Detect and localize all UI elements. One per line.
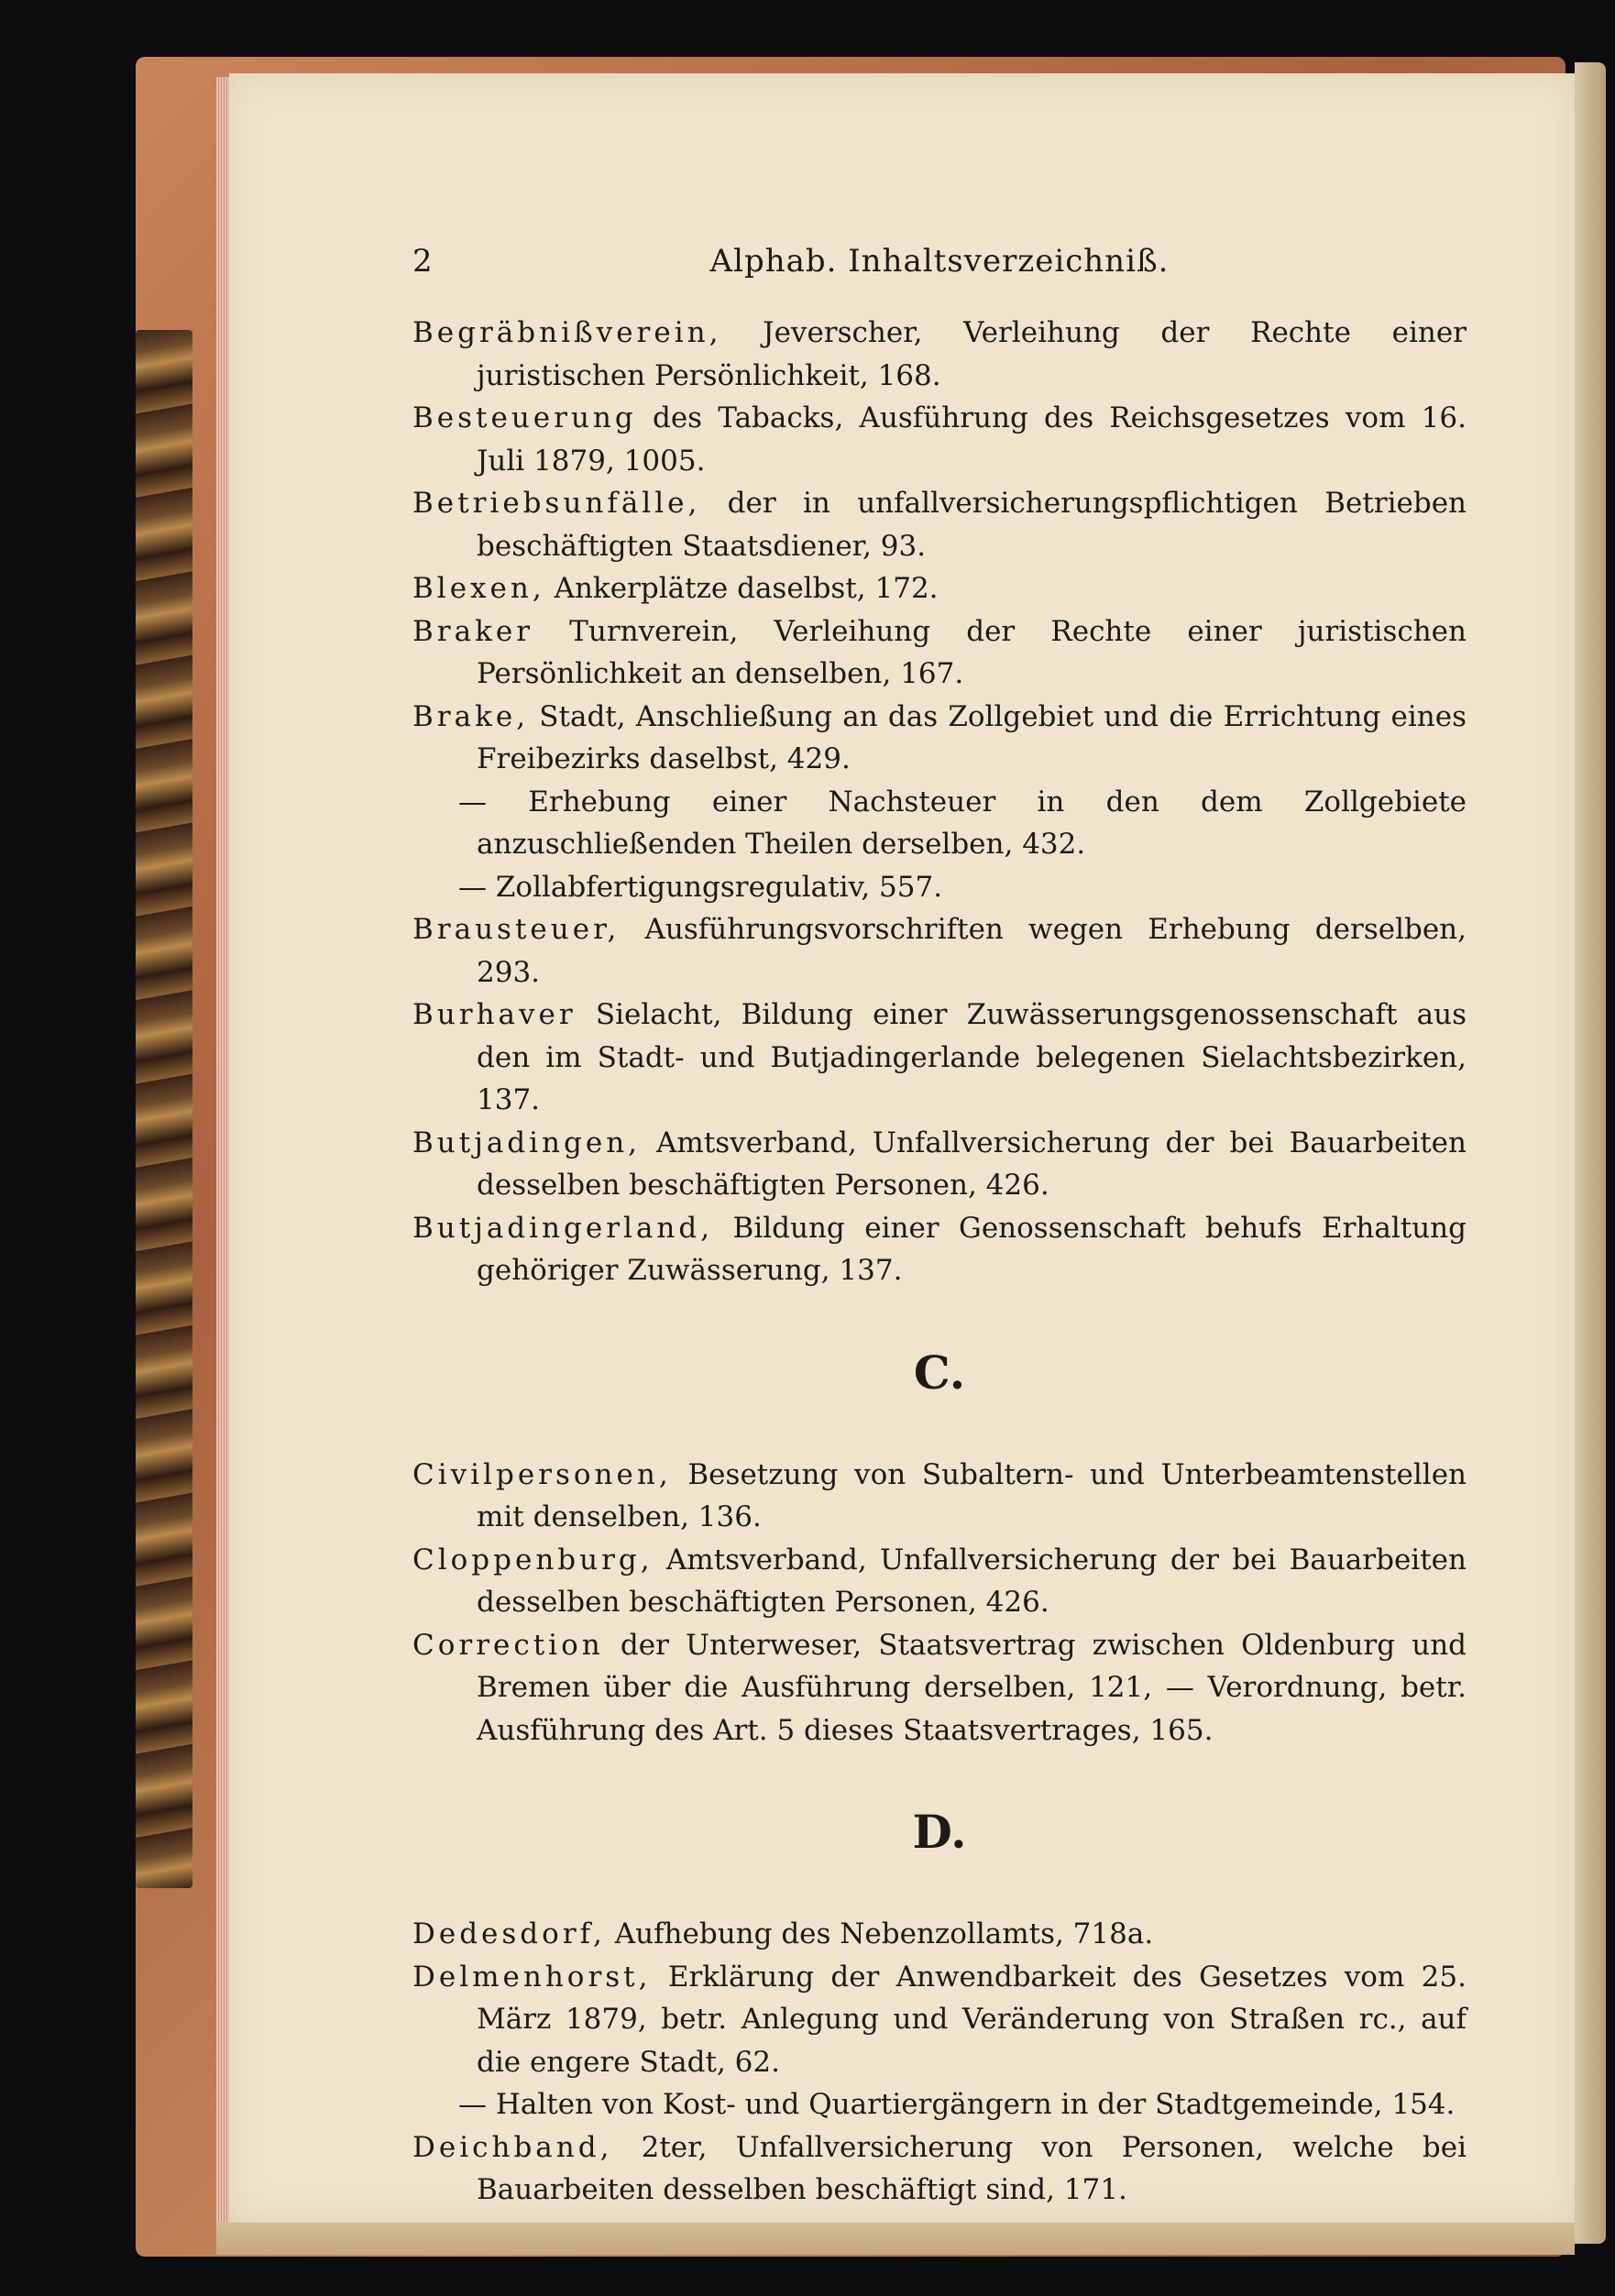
index-entry [412,312,1467,397]
index-subentry: — Halten von Kost- und Quartiergängern in der Stadtgemeinde, 154. [458,2088,1456,2121]
index-entry [412,908,1467,994]
entry-text: des Tabacks, Ausführung des Reichsgesetzes vom 16. Juli 1879, 1005. [477,401,1467,478]
entry-keyword: Cloppenburg, [412,1543,654,1576]
entry-text: Amtsverband, Unfallversicherung der bei Bauarbeiten desselben beschäftigten Personen, 426. [477,1543,1467,1619]
section-heading-d: D. [912,1805,967,1859]
index-content [412,312,1467,2212]
entry-keyword: Besteuerung [412,401,637,434]
entry-keyword: Betriebsunfälle, [412,487,701,520]
index-entry [412,1454,1467,1539]
index-entry [412,696,1467,781]
entry-text: Erhebung einer Nachsteuer in den dem Zollgebiete anzuschließenden Theilen derselben, 432. [477,785,1467,861]
index-entry [412,1122,1467,1207]
section-d [412,1913,1467,2212]
entry-text: Erklärung der Anwendbarkeit des Gesetzes vom 25. März 1879, betr. Anlegung und Veränderung von Straßen rc., auf die engere Stadt, 62. [477,1960,1467,2079]
index-entry [412,1207,1467,1292]
entry-text: Jeverscher, Verleihung der Rechte einer juristischen Persönlichkeit, 168. [477,316,1467,392]
index-entry [412,1956,1467,2084]
page-title: Alphab. Inhaltsverzeichniß. [709,243,1170,280]
entry-keyword: Blexen, [412,572,545,605]
index-subentry: — Erhebung einer Nachsteuer in den dem Zollgebiete anzuschließenden Theilen derselben, 432. [458,785,1467,861]
entry-text: der in unfallversicherungspflichtigen Betrieben beschäftigten Staatsdiener, 93. [477,487,1467,563]
entry-keyword: Correction [412,1628,604,1662]
marbled-spine [136,330,192,1888]
entry-text: Ausführungsvorschriften wegen Erhebung derselben, 293. [477,913,1467,989]
index-entry [412,482,1467,567]
index-entry [412,567,1467,610]
entry-keyword: Dedesdorf, [412,1917,606,1950]
red-page-edges [216,77,229,2222]
entry-text: 2ter, Unfallversicherung von Personen, welche bei Bauarbeiten desselben beschäftigt sind, 171. [477,2130,1467,2206]
page-block-edge [1575,62,1606,2244]
entry-text: Zollabfertigungsregulativ, 557. [495,870,943,904]
entry-keyword: Deichband, [412,2130,613,2164]
entry-text: Stadt, Anschließung an das Zollgebiet und die Errichtung eines Freibezirks daselbst, 429. [477,699,1467,775]
entry-text: Besetzung von Subaltern- und Unterbeamtenstellen mit denselben, 136. [477,1457,1467,1533]
section-b [412,312,1467,1292]
entry-keyword: Begräbnißverein, [412,316,722,349]
section-c [412,1454,1467,1752]
page-number: 2 [412,243,433,280]
index-subentry: — Zollabfertigungsregulativ, 557. [458,870,943,904]
entry-keyword: Butjadingerland, [412,1211,714,1245]
entry-keyword: Butjadingen, [412,1126,642,1159]
entry-keyword: Delmenhorst, [412,1960,652,1994]
index-entry [412,397,1467,482]
entry-keyword: Civilpersonen, [412,1457,672,1491]
entry-keyword: Braker [412,614,534,648]
entry-keyword: Brake, [412,699,530,733]
entry-text: Amtsverband, Unfallversicherung der bei Bauarbeiten desselben beschäftigten Personen, 426. [477,1126,1467,1202]
index-entry [412,1539,1467,1624]
index-entry [412,610,1467,696]
entry-text: Aufhebung des Nebenzollamts, 718a. [614,1917,1154,1950]
entry-text: Halten von Kost- und Quartiergängern in der Stadtgemeinde, 154. [495,2088,1456,2121]
index-entry [412,994,1467,1122]
index-entry [412,2126,1467,2212]
entry-keyword: Burhaver [412,998,577,1031]
entry-text: Ankerplätze daselbst, 172. [554,572,939,605]
page-block-bottom [216,2218,1575,2255]
section-heading-c: C. [913,1345,966,1400]
running-head [412,243,1467,298]
entry-text: Sielacht, Bildung einer Zuwässerungsgenossenschaft aus den im Stadt- und Butjadingerlande belegenen Sielachtsbezirken, 137. [477,998,1467,1116]
entry-keyword: Brausteuer, [412,913,621,946]
index-entry [412,1913,1467,1956]
book-page [229,73,1575,2223]
entry-text: der Unterweser, Staatsvertrag zwischen Oldenburg und Bremen über die Ausführung derselben, 121, — Verordnung, betr. Ausführung des Art. 5 dieses Staatsvertrages, 165. [477,1628,1467,1747]
entry-text: Turnverein, Verleihung der Rechte einer juristischen Persönlichkeit an denselben, 167. [477,614,1467,690]
index-entry [412,1624,1467,1752]
entry-text: Bildung einer Genossenschaft behufs Erhaltung gehöriger Zuwässerung, 137. [477,1211,1467,1287]
